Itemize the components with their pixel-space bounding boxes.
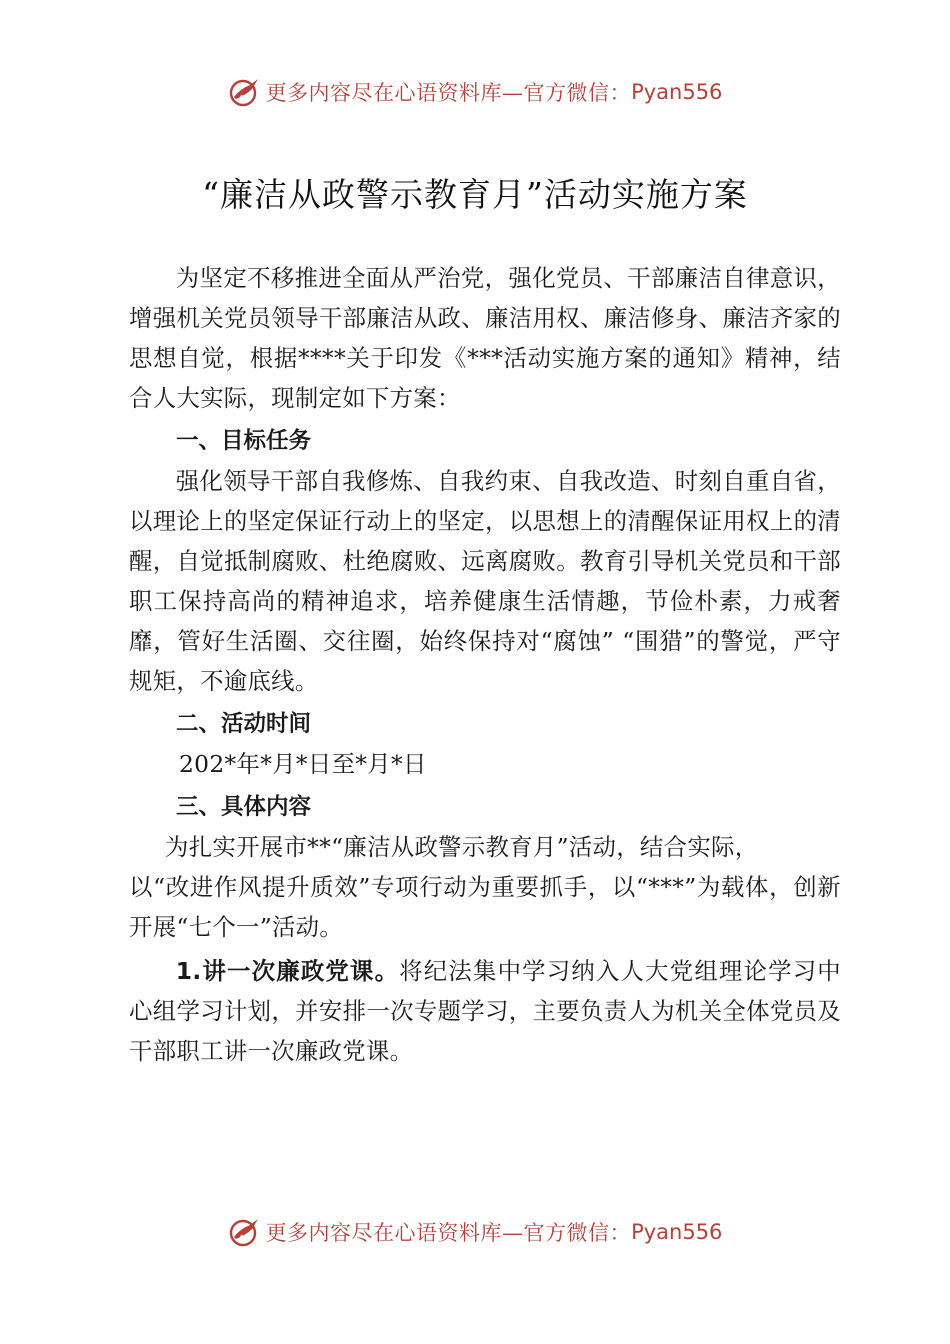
- banner-wechat-id: Pyan556: [631, 1220, 723, 1244]
- quill-logo-icon: [228, 75, 262, 109]
- section-heading-time: 二、活动时间: [176, 711, 312, 737]
- document-title: “廉洁从政警示教育月”活动实施方案: [202, 175, 748, 214]
- goals-paragraph: 强化领导干部自我修炼、自我约束、自我改造、时刻自重自省，以理论上的坚定保证行动上的坚定，以思想上的清醒保证用权上的清醒，自觉抵制腐败、杜绝腐败、远离腐败。教育引导机关党员和干部职工保持高尚的精神追求，培养健康生活情趣，节俭朴素，力戒奢靡，管好生活圈、交往圈，始终保持对“腐蚀” “围猎”的警觉，严守规矩，不逾底线。: [129, 467, 841, 695]
- content-rest: 以“改进作风提升质效”专项行动为重要抓手，以“***”为载体，创新开展“七个一”活动。: [129, 873, 841, 941]
- banner-wechat-id: Pyan556: [631, 80, 723, 104]
- banner-text: 更多内容尽在心语资料库—官方微信：: [265, 1221, 632, 1245]
- quill-logo-icon: [228, 1215, 262, 1249]
- content-paragraph: [129, 827, 841, 947]
- banner-text: 更多内容尽在心语资料库—官方微信：: [265, 81, 632, 105]
- section-heading-goals: 一、目标任务: [176, 428, 312, 454]
- item1-paragraph: [129, 951, 841, 1071]
- time-paragraph: 202*年*月*日至*月*日: [179, 750, 427, 778]
- document-body: [129, 258, 841, 1071]
- content-first-line: 为扎实开展市**“廉洁从政警示教育月”活动，结合实际，: [165, 833, 759, 861]
- item1-lead: 1.讲一次廉政党课。: [175, 957, 400, 985]
- item1-body: 将纪法集中学习纳入人大党组理论学习中心组学习计划，并安排一次专题学习，主要负责人为机关全体党员及干部职工讲一次廉政党课。: [129, 957, 841, 1065]
- header-banner: [0, 72, 950, 112]
- section-heading-content: 三、具体内容: [176, 794, 312, 820]
- intro-paragraph: 为坚定不移推进全面从严治党，强化党员、干部廉洁自律意识，增强机关党员领导干部廉洁从政、廉洁用权、廉洁修身、廉洁齐家的思想自觉，根据****关于印发《***活动实施方案的通知》精神，结合人大实际，现制定如下方案：: [129, 264, 841, 412]
- footer-banner: [0, 1212, 950, 1252]
